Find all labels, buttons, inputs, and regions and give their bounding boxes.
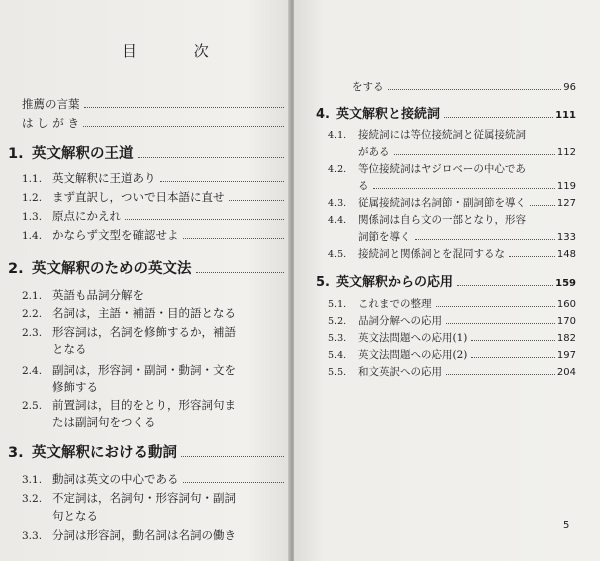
section-3-1: 3.1. 動詞は英文の中心である bbox=[22, 471, 286, 487]
section-2-4: 2.4. 副詞は，形容詞・副詞・動詞・文を bbox=[22, 363, 236, 377]
section-3-3: 3.3. 分詞は形容詞，動名詞は名詞の働き bbox=[22, 528, 236, 542]
section-1-4: 1.4. かならず文型を確認せよ bbox=[22, 227, 286, 243]
chapter-2-heading: 2. 英文解釈のための英文法 bbox=[8, 257, 286, 278]
section-5-1: 5.1. これまでの整理 160 bbox=[328, 298, 576, 310]
section-4-1-cont: がある 112 bbox=[358, 146, 576, 158]
section-4-1: 4.1. 接続詞には等位接続詞と従属接続詞 bbox=[328, 129, 526, 141]
chapter-4-heading: 4. 英文解釈と接続詞 111 bbox=[316, 107, 576, 122]
chapter-1-heading: 1. 英文解釈の王道 bbox=[8, 142, 286, 163]
section-2-1: 2.1. 英語も品詞分解を bbox=[22, 288, 144, 302]
section-2-4-cont: 修飾する bbox=[52, 380, 98, 394]
page-number: 5 bbox=[563, 520, 570, 531]
section-5-4: 5.4. 英文法問題への応用(2) 197 bbox=[328, 349, 576, 361]
toc-title: 目 次 bbox=[122, 42, 235, 60]
section-3-2-cont: 句となる bbox=[52, 509, 98, 523]
section-4-5: 4.5. 接続詞と関係詞とを混同するな 148 bbox=[328, 248, 576, 260]
section-4-2-cont: る 119 bbox=[358, 180, 576, 192]
section-2-3-cont: となる bbox=[52, 342, 87, 356]
section-2-5-cont: たは副詞句をつくる bbox=[52, 415, 156, 429]
section-1-3: 1.3. 原点にかえれ bbox=[22, 208, 286, 224]
section-4-4: 4.4. 関係詞は自ら文の一部となり，形容 bbox=[328, 214, 526, 226]
section-4-2: 4.2. 等位接続詞はヤジロベーの中心であ bbox=[328, 163, 526, 175]
section-3-2: 3.2. 不定詞は，名詞句・形容詞句・副詞 bbox=[22, 491, 236, 505]
section-5-3: 5.3. 英文法問題への応用(1) 182 bbox=[328, 332, 576, 344]
chapter-5-heading: 5. 英文解釈からの応用 159 bbox=[316, 275, 576, 290]
section-5-5: 5.5. 和文英訳への応用 204 bbox=[328, 366, 576, 378]
section-1-2: 1.2. まず直訳し，ついで日本語に直せ bbox=[22, 189, 286, 205]
chapter-3-heading: 3. 英文解釈における動詞 bbox=[8, 441, 286, 462]
section-5-2: 5.2. 品詞分解への応用 170 bbox=[328, 315, 576, 327]
section-2-5: 2.5. 前置詞は，目的をとり，形容詞句ま bbox=[22, 398, 236, 412]
left-page bbox=[0, 0, 290, 561]
section-1-1: 1.1. 英文解釈に王道あり bbox=[22, 170, 286, 186]
section-2-3: 2.3. 形容詞は，名詞を修飾するか，補語 bbox=[22, 325, 236, 339]
front-item-hashigaki: は し が き bbox=[22, 115, 286, 131]
section-4-3: 4.3. 従属接続詞は名詞節・副詞節を導く 127 bbox=[328, 197, 576, 209]
front-item-suisen: 推薦の言葉 bbox=[22, 96, 286, 112]
section-2-2: 2.2. 名詞は，主語・補語・目的語となる bbox=[22, 306, 236, 320]
right-page bbox=[294, 0, 600, 561]
section-3-3-cont: をする 96 bbox=[352, 81, 576, 93]
section-4-4-cont: 詞節を導く 133 bbox=[358, 231, 576, 243]
